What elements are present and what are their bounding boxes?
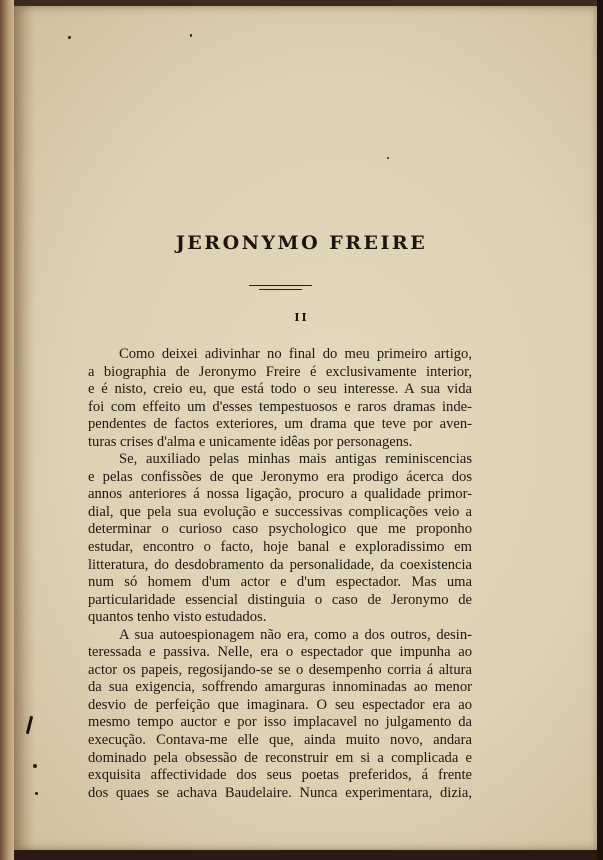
- article-title: JERONYMO FREIRE: [175, 232, 428, 254]
- text-line: turas crises d'alma e unicamente idêas por personagens.: [88, 433, 413, 450]
- text-line: Se, auxiliado pelas minhas mais antigas reminiscencias: [119, 451, 472, 468]
- paper-speck: [387, 157, 389, 159]
- scan-right-edge: [597, 0, 603, 860]
- article-body: [88, 346, 472, 802]
- text-line: annos anteriores á nossa ligação, procuro a qualidade primor-: [88, 486, 472, 503]
- text-line: teressada e passiva. Nelle, era o espectador que impunha ao: [88, 644, 472, 661]
- text-line: particularidade essencial distinguia o caso de Jeronymo de: [88, 591, 472, 608]
- text-line: desvio de perfeição que imaginara. O seu espectador era ao: [88, 696, 472, 713]
- text-line: e é nisto, creio eu, que está todo o seu interesse. A sua vida: [88, 381, 472, 398]
- text-line: a biographia de Jeronymo Freire é exclusivamente interior,: [88, 363, 472, 380]
- text-line: mesmo tempo auctor e por isso implacavel no julgamento da: [88, 714, 472, 731]
- section-number: II: [294, 311, 309, 324]
- text-line: actor os papeis, regosijando-se se o desempenho corria á altura: [88, 661, 472, 678]
- text-line: quantos tenho visto estudados.: [88, 609, 267, 626]
- paper-speck: [190, 34, 192, 37]
- text-line: Como deixei adivinhar no final do meu primeiro artigo,: [119, 346, 472, 362]
- text-line: litteratura, do desdobramento da personalidade, da coexistencia: [88, 556, 472, 573]
- text-line: exquisita affectividade dos seus poetas preferidos, á frente: [88, 767, 472, 784]
- text-line: determinar o curioso caso psychologico que me proponho: [88, 521, 472, 538]
- text-line: dominado pela obsessão de reconstruir em si a complicada e: [88, 749, 472, 766]
- page-gutter-shadow: [14, 6, 36, 850]
- title-divider-short: [259, 289, 302, 290]
- text-line: pendentes de factos exteriores, um drama que teve por aven-: [88, 416, 472, 433]
- text-line: e pelas confissões de que Jeronymo era prodigo ácerca dos: [88, 468, 472, 485]
- text-line: da sua exigencia, soffrendo amarguras innominadas ao menor: [88, 679, 472, 696]
- text-line: dos quaes se achava Baudelaire. Nunca experimentara, dizia,: [88, 784, 472, 801]
- text-line: dial, que pela sua evolução e successivas complicações veio a: [88, 503, 472, 520]
- text-line: foi com effeito um d'esses tempestuosos e raros dramas inde-: [88, 398, 472, 415]
- book-spine-edge: [0, 0, 14, 860]
- paper-speck: [35, 792, 38, 795]
- text-line: A sua autoespionagem não era, como a dos outros, desin-: [119, 626, 472, 643]
- text-line: num só homem d'um actor e d'um espectador. Mas uma: [88, 574, 472, 591]
- text-line: estudar, encontro o facto, hoje banal e exploradissimo em: [88, 539, 472, 556]
- paper-speck: [68, 36, 71, 39]
- paper-speck: [33, 764, 37, 768]
- title-divider: [249, 285, 312, 286]
- text-line: execução. Contava-me elle que, ainda muito novo, andara: [88, 732, 472, 749]
